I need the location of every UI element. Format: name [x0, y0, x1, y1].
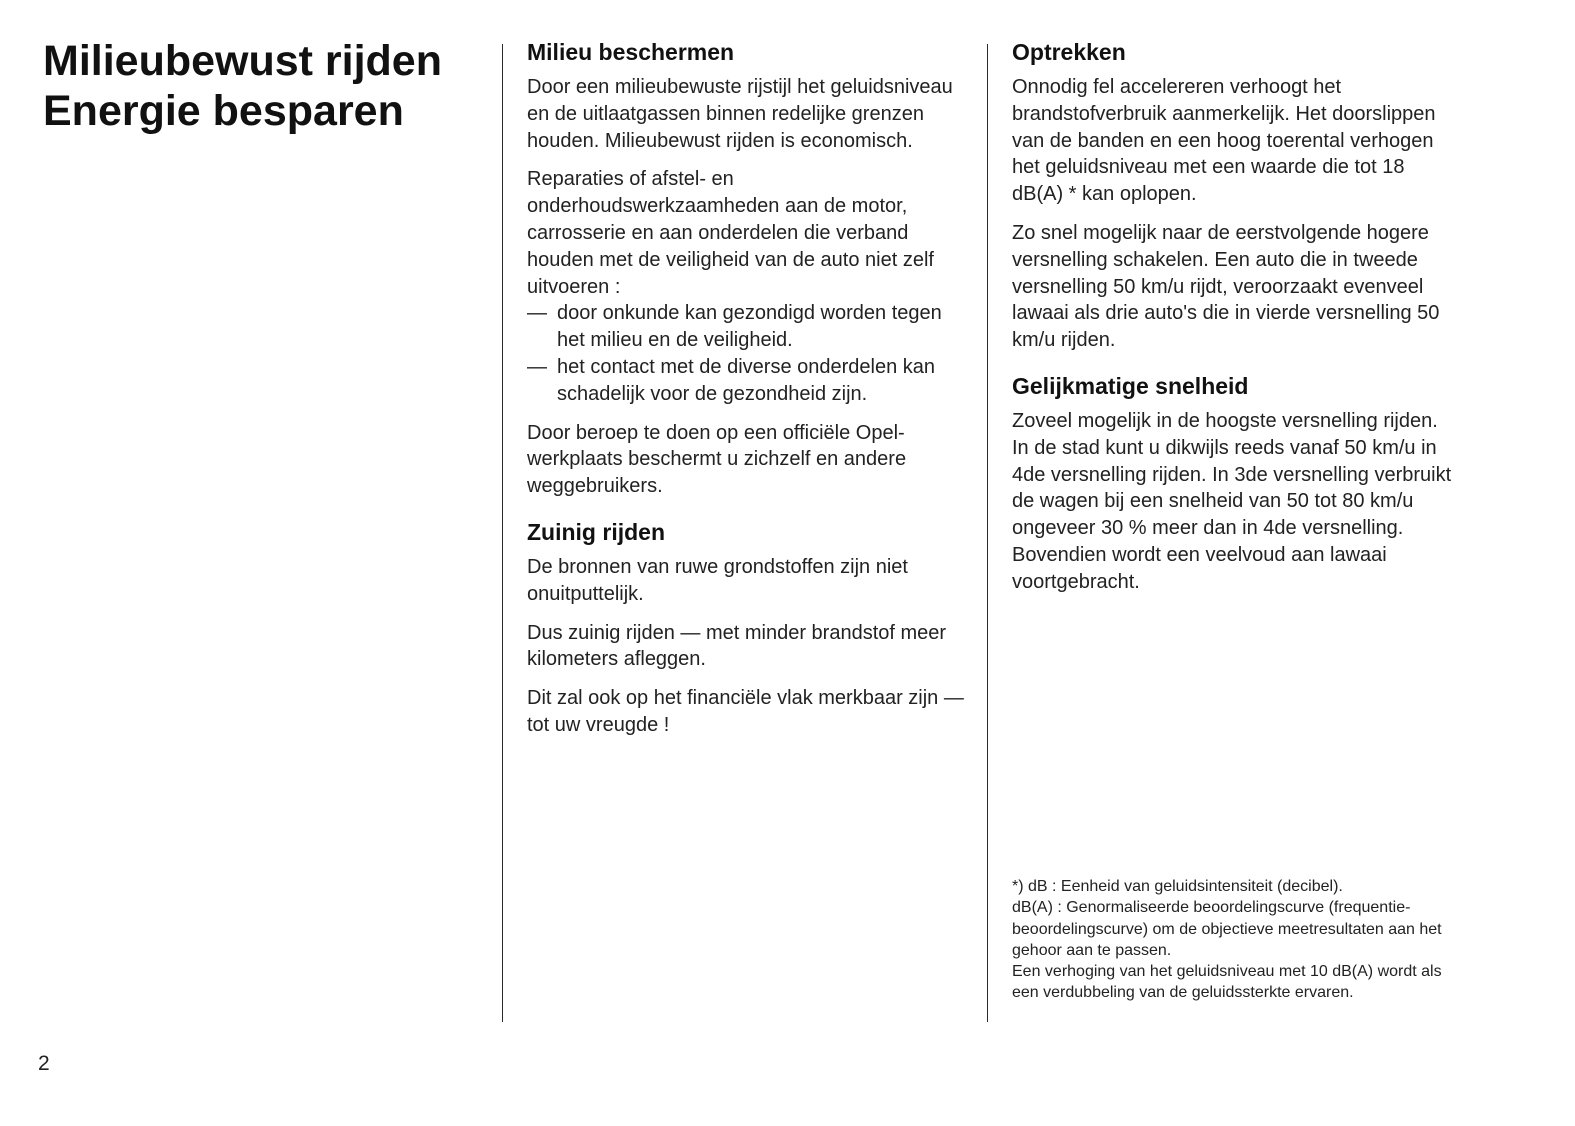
paragraph: De bronnen van ruwe grondstoffen zijn niet onuitputtelijk. [527, 555, 908, 605]
paragraph: Zoveel mogelijk in de hoogste versnelling rijden. In de stad kunt u dikwijls reeds vanaf 50 km/u in 4de versnelling rijden. In 3de versnelling verbruikt de wagen bij een snelheid van 50 tot 80 km/u ongeveer 30 % meer dan in 4de versnelling. Bovendien wordt een veelvoud aan lawaai voortgebracht. [1012, 409, 1452, 593]
heading-zuinig-rijden: Zuinig rijden [527, 518, 665, 545]
footnote-line: Een verhoging van het geluidsniveau met 10 dB(A) wordt als een verdubbeling van de geluidssterkte ervaren. [1012, 963, 1442, 1002]
column-divider-right [987, 44, 988, 1022]
bullet-list [527, 300, 967, 407]
dash-marker: — [527, 355, 547, 378]
heading-gelijkmatige-snelheid: Gelijkmatige snelheid [1012, 372, 1249, 399]
title-line-1: Milieubewust rijden [43, 37, 442, 85]
paragraph: Onnodig fel accelereren verhoogt het brandstofverbruik aanmerkelijk. Het doorslippen van de banden en een hoog toerental verhogen het geluidsniveau met een waarde die tot 18 dB(A) * kan oplopen. [1012, 76, 1436, 206]
title-line-2: Energie besparen [43, 87, 404, 135]
footnote-line: *) dB : Eenheid van geluidsintensiteit (decibel). [1012, 878, 1343, 895]
paragraph: Door beroep te doen op een officiële Opel-werkplaats beschermt u zichzelf en andere weggebruikers. [527, 421, 907, 498]
footnote [1012, 876, 1442, 1004]
page-title [43, 36, 442, 136]
column-divider-left [502, 44, 503, 1022]
footnote-line: dB(A) : Genormaliseerde beoordelingscurve (frequentie-beoordelingscurve) om de objectieve meetresultaten aan het gehoor aan te passen. [1012, 899, 1442, 959]
dash-marker: — [527, 302, 547, 325]
column-right [1012, 38, 1452, 608]
list-item [527, 300, 967, 354]
paragraph: Zo snel mogelijk naar de eerstvolgende hogere versnelling schakelen. Een auto die in tweede versnelling 50 km/u rijdt, veroorzaakt evenveel lawaai als drie auto's die in vierde versnelling 50 km/u rijden. [1012, 221, 1440, 352]
heading-optrekken: Optrekken [1012, 39, 1126, 65]
paragraph: Door een milieubewuste rijstijl het geluidsniveau en de uitlaatgassen binnen redelijke grenzen houden. Milieubewust rijden is economisch. [527, 76, 953, 152]
column-middle [527, 38, 967, 751]
paragraph: Dit zal ook op het financiële vlak merkbaar zijn — tot uw vreugde ! [527, 687, 964, 736]
paragraph: Dus zuinig rijden — met minder brandstof meer kilometers afleggen. [527, 621, 947, 671]
page-number: 2 [38, 1052, 50, 1075]
list-item-text: het contact met de diverse onderdelen kan schadelijk voor de gezondheid zijn. [557, 355, 936, 405]
list-item-text: door onkunde kan gezondigd worden tegen het milieu en de veiligheid. [557, 302, 942, 352]
heading-milieu-beschermen: Milieu beschermen [527, 39, 735, 65]
paragraph: Reparaties of afstel- en onderhoudswerkzaamheden aan de motor, carrosserie en aan onderdelen die verband houden met de veiligheid van de auto niet zelf uitvoeren : [527, 168, 934, 298]
list-item [527, 354, 967, 408]
